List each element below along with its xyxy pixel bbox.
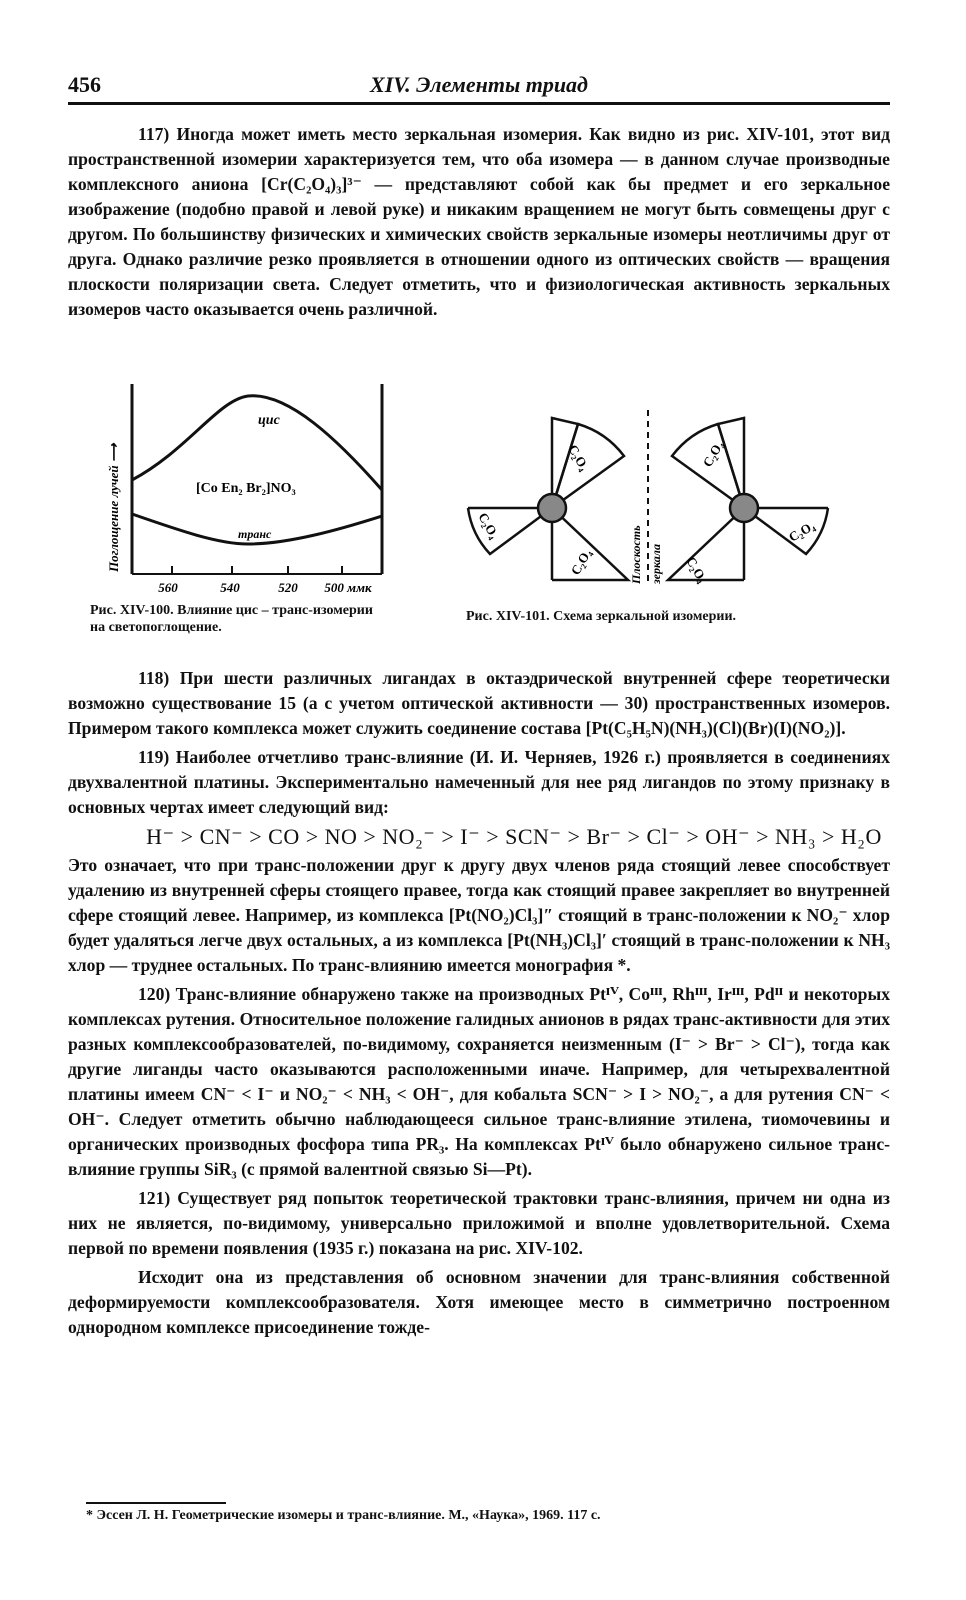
- caption-xiv-101: Рис. XIV-101. Схема зеркальной изомерии.: [466, 609, 737, 624]
- paragraph-118: 118) При шести различных лигандах в октаэдрической внутренней сфере теоретически возможно существование 15 (а с учетом оптической активности — 30) пространственных изомеров. Примером такого комплекса может служить соединение состава [Pt(C₅H₅N)(NH₃)(Cl)(Br)(I)(NO₂)].: [68, 668, 890, 738]
- figure-xiv-100: [98, 380, 388, 602]
- section-117: [68, 122, 890, 322]
- paragraph-119: 119) Наиболее отчетливо транс-влияние (И. И. Черняев, 1926 г.) проявляется в соединениях двухвалентной платины. Экспериментально намеченный для нее ряд лигандов по этому признаку в основных чертах имеет следующий вид:: [68, 747, 890, 817]
- paragraph-119-continued: Это означает, что при транс-положении друг к другу двух членов ряда стоящий левее способствует удалению из внутренней сферы стоящего правее, тогда как стоящий правее закрепляет во внутренней сфере стоящий левее. Например, из комплекса [Pt(NO₂)Cl₃]″ стоящий в транс-положении к NO₂⁻ хлор будет удаляться легче двух остальных, а из комплекса [Pt(NH₃)Cl₃]′ стоящий в транс-положении к NH₃ хлор — труднее остальных. По транс-влиянию имеется монография *.: [68, 855, 890, 975]
- page: [68, 66, 890, 1523]
- mirror-label-1: Плоскость: [629, 525, 643, 584]
- tick-label-500: 500 ммк: [324, 580, 372, 595]
- oxalate-label-4: C₂O₄: [699, 438, 727, 470]
- oxalate-label-2: C₂O₄: [475, 510, 503, 542]
- trans-series-formula: H⁻ > CN⁻ > CO > NO > NO₂⁻ > I⁻ > SCN⁻ > Br⁻ > Cl⁻ > OH⁻ > NH₃ > H₂O: [146, 824, 882, 849]
- figure-xiv-101: [448, 404, 848, 590]
- oxalate-label-1: C₂O₄: [565, 442, 593, 474]
- caption-xiv-100: Рис. XIV-100. Влияние цис – транс-изомерии на светопоглощение.: [90, 603, 373, 635]
- tick-label-520: 520: [278, 580, 298, 595]
- cis-label: цис: [258, 413, 280, 428]
- footnote-rule: [86, 1502, 226, 1504]
- y-axis-label: Поглощение лучей ⟶: [106, 443, 121, 572]
- header-rule: [68, 102, 890, 105]
- oxalate-label-3: C₂O₄: [567, 546, 595, 578]
- tick-label-560: 560: [158, 580, 178, 595]
- oxalate-label-6: C₂O₄: [683, 554, 711, 586]
- section-118-121: [68, 666, 890, 1340]
- oxalate-label-5: C₂O₄: [786, 517, 818, 545]
- paragraph-121: 121) Существует ряд попыток теоретической трактовки транс-влияния, причем ни одна из них не является, по-видимому, универсально приложимой и вполне удовлетворительной. Схема первой по времени появления (1935 г.) показана на рис. XIV-102.: [68, 1188, 890, 1258]
- paragraph-121-continued: Исходит она из представления об основном значении для транс-влияния собственной деформируемости комплексообразователя. Хотя имеющее место в симметрично построенном однородном комплексе присоединение тожде-: [68, 1267, 890, 1337]
- footnote: * Эссен Л. Н. Геометрические изомеры и транс-влияние. М., «Наука», 1969. 117 с.: [86, 1508, 601, 1523]
- paragraph-117: 117) Иногда может иметь место зеркальная изомерия. Как видно из рис. XIV-101, этот вид пространственной изомерии характеризуется тем, что оба изомера — в данном случае производные комплексного аниона [Cr(C₂O₄)₃]³⁻ — представляют собой как бы предмет и его зеркальное изображение (подобно правой и левой руке) и никаким вращением не могут быть совмещены друг с другом. По большинству физических и химических свойств зеркальные изомеры неотличимы друг от друга. Однако различие резко проявляется в отношении одного из оптических свойств — вращения плоскости поляризации света. Следует отметить, что и физиологическая активность зеркальных изомеров часто оказывается очень различной.: [68, 124, 890, 319]
- paragraph-120: 120) Транс-влияние обнаружено также на производных Ptᴵⱽ, Coᴵᴵᴵ, Rhᴵᴵᴵ, Irᴵᴵᴵ, Pdᴵᴵ и некоторых комплексах рутения. Относительное положение галидных анионов в рядах транс-активности для этих разных комплексообразователей, по-видимому, сохраняется неизменным (I⁻ > Br⁻ > Cl⁻), тогда как другие лиганды часто оказываются расположенными иначе. Например, для четырехвалентной платины имеем CN⁻ < I⁻ и NO₂⁻ < NH₃ < OH⁻, для кобальта SCN⁻ > I > NO₂⁻, а для рутения CN⁻ < OH⁻. Следует отметить обычно наблюдающееся сильное транс-влияние этилена, тиомочевины и органических производных фосфора типа PR₃. На комплексах Ptᴵⱽ было обнаружено сильное транс-влияние группы SiR₃ (с прямой валентной связью Si—Pt).: [68, 984, 890, 1179]
- mirror-label-2: зеркала: [649, 544, 663, 584]
- page-header: [68, 66, 890, 100]
- trans-label: транс: [238, 527, 272, 541]
- page-number: 456: [68, 72, 101, 97]
- running-title: XIV. Элементы триад: [370, 72, 588, 97]
- cis-curve: [132, 396, 382, 490]
- tick-label-540: 540: [220, 580, 240, 595]
- compound-label: [Co En₂ Br₂]NO₃: [196, 481, 296, 496]
